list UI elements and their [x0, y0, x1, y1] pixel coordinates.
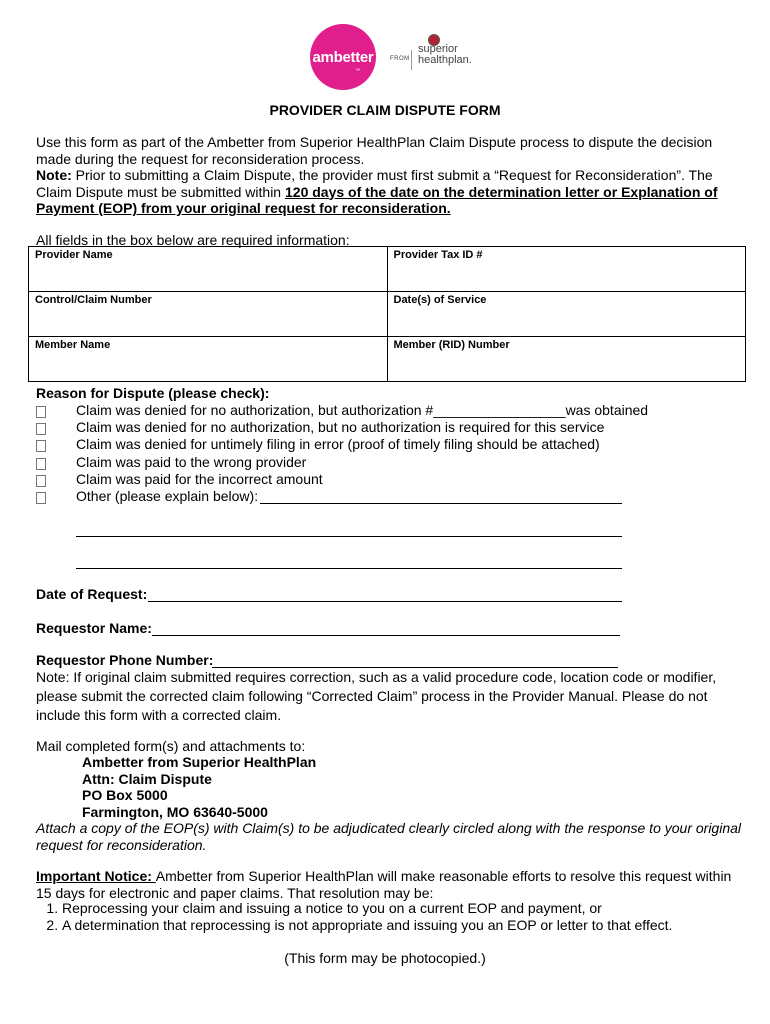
requestor-phone-label: Requestor Phone Number:: [36, 652, 214, 668]
address-line: PO Box 5000: [82, 787, 168, 803]
superior-healthplan-logo: [418, 44, 472, 66]
requestor-name-line[interactable]: [152, 621, 620, 636]
checkbox[interactable]: [36, 475, 46, 487]
reason-option-label: Claim was paid for the incorrect amount: [76, 471, 323, 487]
page-title: PROVIDER CLAIM DISPUTE FORM: [269, 102, 501, 118]
member-rid-field[interactable]: Member (RID) Number: [387, 337, 746, 382]
checkbox[interactable]: [36, 440, 46, 452]
reason-option-label: Claim was denied for no authorization, but authorization #_________________was obtained: [76, 402, 649, 418]
checkbox[interactable]: [36, 423, 46, 435]
note-label: Note:: [36, 167, 72, 183]
list-item: 2. A determination that reprocessing is not appropriate and issuing you an EOP or letter to that effect.: [62, 917, 672, 934]
required-fields-text: All fields in the box below are required information:: [36, 232, 350, 248]
reason-option-label: Other (please explain below):: [76, 488, 259, 504]
table-row: [29, 247, 746, 292]
checkbox[interactable]: [36, 492, 46, 504]
other-explain-line[interactable]: [76, 554, 622, 569]
table-row: [29, 337, 746, 382]
from-label: FROM: [390, 56, 410, 62]
member-name-field[interactable]: Member Name: [29, 337, 388, 382]
attach-note: Attach a copy of the EOP(s) with Claim(s) to be adjudicated clearly circled along with the response to your original request for reconsideration.: [36, 820, 742, 853]
address-line: Attn: Claim Dispute: [82, 770, 212, 787]
required-fields-table: [28, 246, 746, 382]
claim-number-field[interactable]: Control/Claim Number: [29, 292, 388, 337]
table-row: [29, 292, 746, 337]
healthplan-word: healthplan.: [418, 54, 472, 66]
address-line: Farmington, MO 63640-5000: [82, 803, 268, 820]
note-deadline: 120 days of the date on the determination letter or Explanation of Payment (EOP) from your original request for reconsideration.: [36, 183, 718, 216]
checkbox[interactable]: [36, 458, 46, 470]
note-text: Prior to submitting a Claim Dispute, the provider must first submit a “Request for Reconsideration”. The Claim Dispute must be submitted within: [36, 167, 713, 200]
checkbox[interactable]: [36, 406, 46, 418]
resolution-list: [36, 900, 672, 933]
ambetter-wordmark: ambetter: [312, 48, 374, 66]
notice-text: Ambetter from Superior HealthPlan will make reasonable efforts to resolve this request within 15 days for electronic and paper claims. That resolution may be:: [36, 868, 732, 901]
date-of-request-line[interactable]: [148, 587, 622, 602]
photocopy-note: (This form may be photocopied.): [284, 950, 486, 966]
ambetter-logo: [310, 24, 376, 90]
other-explain-line[interactable]: [76, 522, 622, 537]
reason-title: Reason for Dispute (please check):: [36, 385, 270, 401]
requestor-name-label: Requestor Name:: [36, 620, 152, 636]
reason-option-label: Claim was paid to the wrong provider: [76, 454, 307, 470]
reason-option-label: Claim was denied for untimely filing in error (proof of timely filing should be attached): [76, 436, 600, 452]
other-explain-line[interactable]: [260, 489, 622, 504]
mailing-address: [82, 754, 316, 820]
corrected-claim-note: Note: If original claim submitted requires correction, such as a valid procedure code, location code or modifier, please submit the corrected claim following “Corrected Claim” process in the Provider Manual. Please do not include this form with a corrected claim.: [36, 669, 717, 723]
address-line: Ambetter from Superior HealthPlan: [82, 754, 317, 770]
mail-intro: Mail completed form(s) and attachments to:: [36, 738, 306, 754]
provider-tax-id-field[interactable]: Provider Tax ID #: [387, 247, 746, 292]
date-of-request-label: Date of Request:: [36, 586, 148, 602]
notice-label: Important Notice:: [36, 868, 156, 884]
header-logo: [310, 24, 480, 84]
intro-paragraph: Use this form as part of the Ambetter from Superior HealthPlan Claim Dispute process to dispute the decision made during the request for reconsideration process.: [36, 134, 713, 167]
reason-option-label: Claim was denied for no authorization, but no authorization is required for this service: [76, 419, 605, 435]
superior-word: superior: [418, 43, 458, 55]
provider-name-field[interactable]: Provider Name: [29, 247, 388, 292]
logo-divider: [411, 50, 412, 70]
important-notice: [36, 868, 748, 901]
requestor-phone-line[interactable]: [212, 653, 618, 668]
list-item: 1. Reprocessing your claim and issuing a notice to you on a current EOP and payment, or: [62, 900, 672, 917]
dates-of-service-field[interactable]: Date(s) of Service: [387, 292, 746, 337]
intro-text: [36, 134, 748, 217]
trademark-symbol: ™: [355, 68, 360, 74]
